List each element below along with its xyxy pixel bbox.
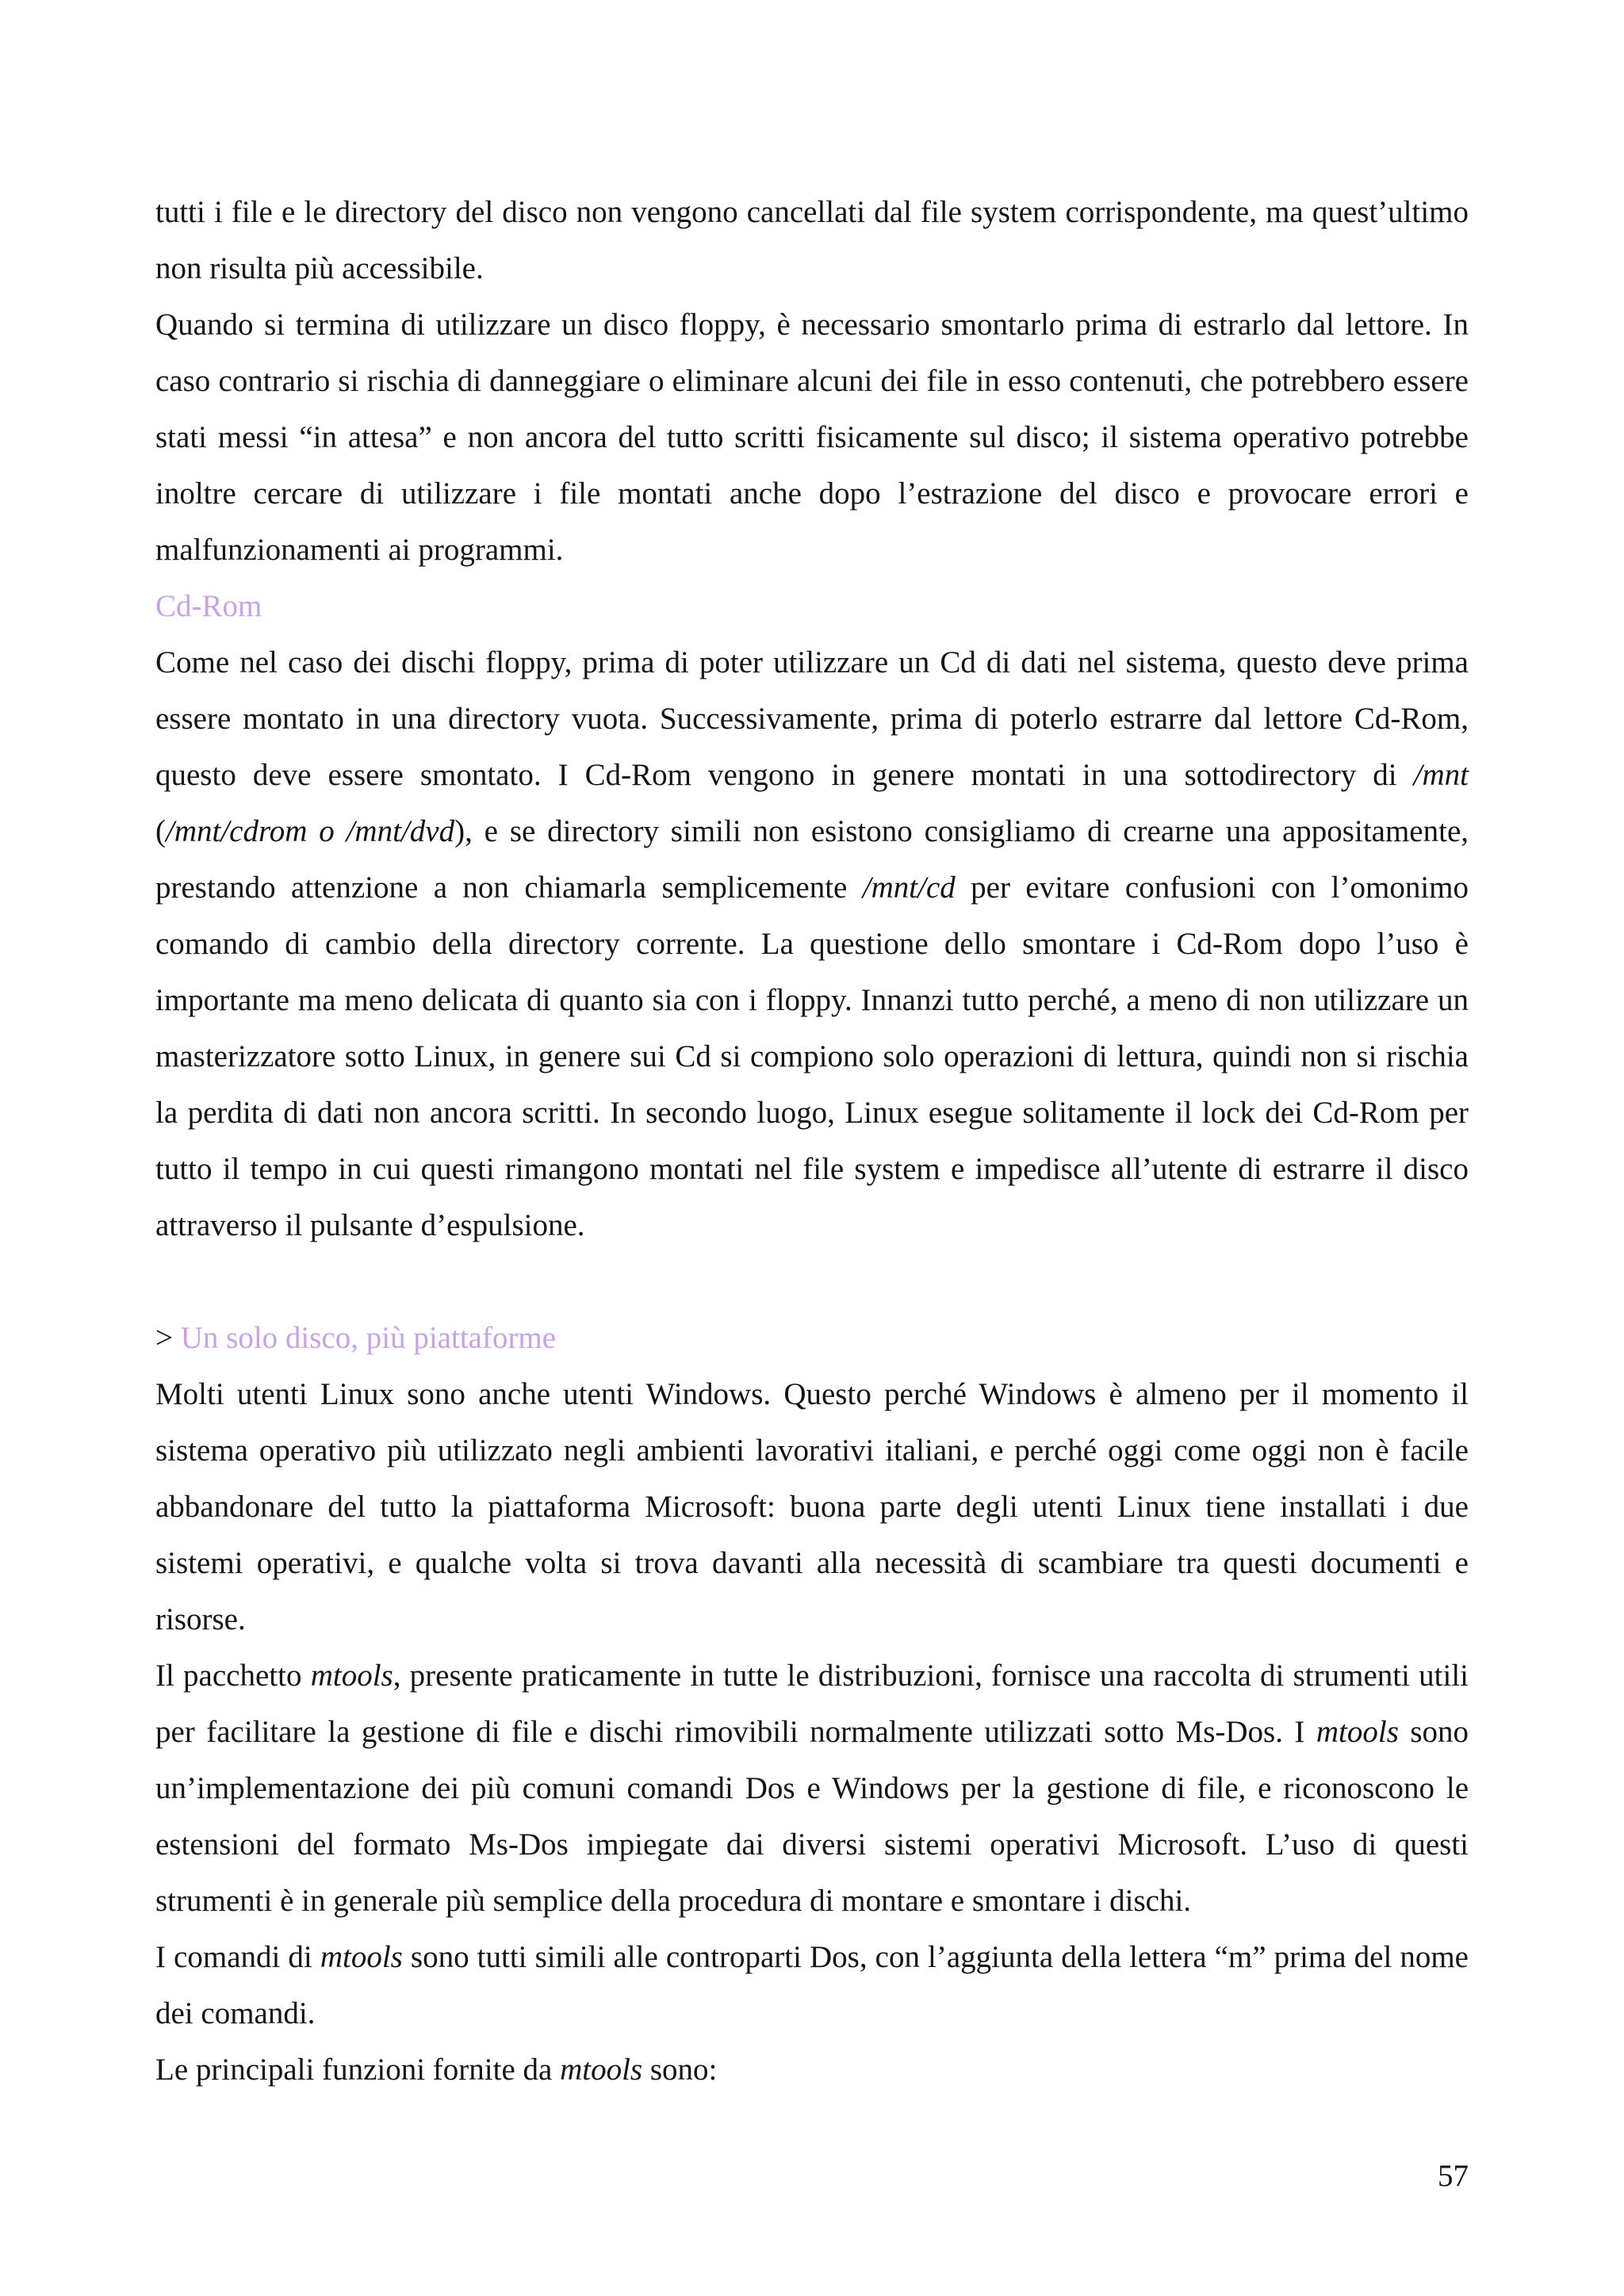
paragraph-mtools-package [155, 1647, 1469, 1929]
text-run: per evitare confusioni con l’omonimo comando di cambio della directory corrente. La questione dello smontare i Cd-Rom dopo l’uso è importante ma meno delicata di quanto sia con i floppy. Innanzi tutto perché, a meno di non utilizzare un masterizzatore sotto Linux, in genere sui Cd si compiono solo operazioni di lettura, quindi non si rischia la perdita di dati non ancora scritti. In secondo luogo, Linux esegue solitamente il lock dei Cd-Rom per tutto il tempo in cui questi rimangono montati nel file system e impedisce all’utente di estrarre il disco attraverso il pulsante d’espulsione. [155, 871, 1469, 1242]
heading-section [155, 1310, 1469, 1366]
text-run: Le principali funzioni fornite da [155, 2053, 561, 2087]
document-page [155, 184, 1469, 2098]
paragraph-cdrom [155, 634, 1469, 1253]
term-mtools: mtools [560, 2053, 643, 2087]
text-run: Come nel caso dei dischi floppy, prima di poter utilizzare un Cd di dati nel sistema, questo deve prima essere montato in una directory vuota. Successivamente, prima di poterlo estrarre dal lettore Cd-Rom, questo deve essere smontato. I Cd-Rom vengono in genere montati in una sottodirectory di [155, 645, 1469, 792]
term-mtools: mtools [310, 1659, 393, 1693]
text-run: ), e se directory simili non esistono consigliamo di crearne una appositamente, prestando attenzione a non chiamarla semplicemente [155, 814, 1469, 905]
paragraph-file-system: tutti i file e le directory del disco non vengono cancellati dal file system corrispondente, ma quest’ultimo non risulta più accessibile. [155, 195, 1469, 285]
term-mtools: mtools [1316, 1715, 1399, 1749]
paragraph-linux-windows: Molti utenti Linux sono anche utenti Windows. Questo perché Windows è almeno per il momento il sistema operativo più utilizzato negli ambienti lavorativi italiani, e perché oggi come oggi non è facile abbandonare del tutto la piattaforma Microsoft: buona parte degli utenti Linux tiene installati i due sistemi operativi, e qualche volta si trova davanti alla necessità di scambiare tra questi documenti e risorse. [155, 1377, 1469, 1636]
term-mtools: mtools [320, 1940, 403, 1974]
section-marker: > [155, 1321, 173, 1355]
text-run: sono un’implementazione dei più comuni comandi Dos e Windows per la gestione di file, e riconoscono le estensioni del formato Ms-Dos impiegate dai diversi sistemi operativi Microsoft. L’uso di questi strumenti è in generale più semplice della procedura di montare e smontare i dischi. [155, 1715, 1469, 1918]
path-mnt: /mnt [1413, 758, 1469, 792]
text-run: sono tutti simili alle controparti Dos, con l’aggiunta della lettera “m” prima del nome dei comandi. [155, 1940, 1469, 2030]
text-run: , presente praticamente in tutte le distribuzioni, fornisce una raccolta di strumenti utili per facilitare la gestione di file e dischi rimovibili normalmente utilizzati sotto Ms-Dos. I [155, 1659, 1469, 1749]
paragraph-mtools-commands [155, 1929, 1469, 2042]
heading-cdrom: Cd-Rom [155, 589, 262, 623]
text-run: I comandi di [155, 1940, 320, 1974]
paragraph-mtools-functions [155, 2042, 1469, 2098]
paragraph-floppy-unmount: Quando si termina di utilizzare un disco floppy, è necessario smontarlo prima di estrarlo dal lettore. In caso contrario si rischia di danneggiare o eliminare alcuni dei file in esso contenuti, che potrebbero essere stati messi “in attesa” e non ancora del tutto scritti fisicamente sul disco; il sistema operativo potrebbe inoltre cercare di utilizzare i file montati anche dopo l’estrazione del disco e provocare errori e malfunzionamenti ai programmi. [155, 308, 1469, 567]
page-number: 57 [1438, 2159, 1469, 2193]
path-mnt-cd: /mnt/cd [862, 871, 956, 905]
text-run: Il pacchetto [155, 1659, 311, 1693]
section-heading-text: Un solo disco, più piattaforme [180, 1321, 557, 1355]
path-mnt-cdrom: /mnt/cdrom o /mnt/dvd [166, 814, 455, 848]
text-run: sono: [642, 2053, 718, 2087]
blank-line [155, 1253, 1469, 1310]
text-run: ( [155, 814, 166, 848]
